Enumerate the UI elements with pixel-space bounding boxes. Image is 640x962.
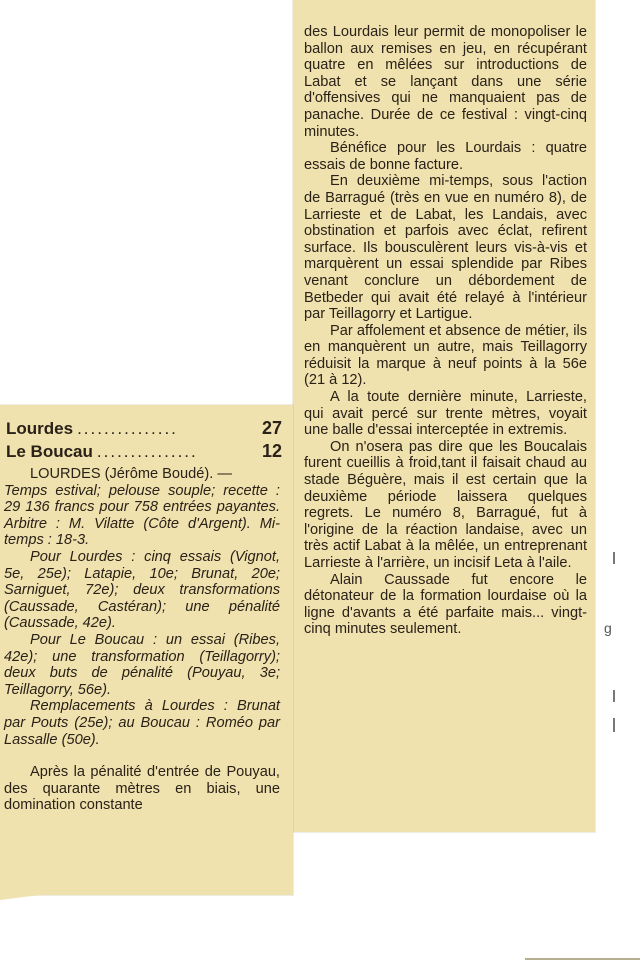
- margin-stroke: [613, 718, 615, 732]
- article-paragraph: Alain Caussade fut encore le détonateur de la formation lourdaise où la ligne d'avants a été parfaite mais... vingt-cinq minutes seulement.: [304, 571, 587, 638]
- home-team-score: 27: [261, 418, 282, 438]
- article-paragraph: Par affolement et absence de métier, ils en manquèrent un autre, mais Teillagorry réduisit la marque à neuf points à la 56e (21 à 12).: [304, 322, 587, 389]
- leader-dots: ...............: [96, 442, 198, 461]
- score-line-away: [6, 441, 282, 462]
- article-paragraph: Bénéfice pour les Lourdais : quatre essais de bonne facture.: [304, 140, 587, 173]
- boucau-scorers: Pour Le Boucau : un essai (Ribes, 42e); une transformation (Teillagorry); deux buts de pénalité (Pouyau, 3e; Teillagorry, 56e).: [4, 631, 280, 698]
- match-conditions: Temps estival; pelouse souple; recette : 29 136 francs pour 758 entrées payantes. Arbitre : M. Vilatte (Côte d'Argent). Mi-temps : 18-3.: [4, 482, 280, 549]
- article-paragraph: Après la pénalité d'entrée de Pouyau, des quarante mètres en biais, une domination constante: [4, 764, 280, 814]
- article-paragraph: des Lourdais leur permit de monopoliser le ballon aux remises en jeu, en récupérant quatre en mêlées sur introductions de Labat et se lançant dans une série d'offensives qui ne manquaient pas de panache. Durée de ce festival : vingt-cinq minutes.: [304, 24, 587, 140]
- match-header: LOURDES (Jérôme Boudé). —: [30, 466, 232, 482]
- lourdes-scorers: Pour Lourdes : cinq essais (Vignot, 5e, 25e); Latapie, 10e; Brunat, 20e; Sarniguet, 72e); deux transformations (Caussade, Castéran); une pénalité (Caussade, 42e).: [4, 548, 280, 632]
- home-team-name: Lourdes: [6, 419, 74, 438]
- article-paragraph: A la toute dernière minute, Larrieste, qui avait percé sur trente mètres, voyait une balle d'essai interceptée in extremis.: [304, 389, 587, 439]
- article-paragraph: En deuxième mi-temps, sous l'action de Barragué (très en vue en numéro 8), de Larrieste et de Labat, les Landais, avec obstination et parfois avec éclat, refirent surface. Ils bousculèrent leurs vis-à-vis et marquèrent un essai splendide par Ribes venant conclure un débordement de Betbeder qui avait été relayé à l'intérieur par Teillagorry et Lartigue.: [304, 173, 587, 323]
- margin-letter: g: [604, 620, 612, 636]
- away-team-score: 12: [261, 441, 282, 461]
- margin-stroke: [613, 690, 615, 702]
- substitutions: Remplacements à Lourdes : Brunat par Pouts (25e); au Boucau : Roméo par Lassalle (50e).: [4, 698, 280, 748]
- margin-stroke: [613, 552, 615, 564]
- bottom-rule: [525, 958, 640, 960]
- leader-dots: ...............: [77, 419, 178, 438]
- away-team-name: Le Boucau: [6, 442, 93, 461]
- article-paragraph: On n'osera pas dire que les Boucalais furent cueillis à froid,tant il faisait chaud au stade Béguère, mais il est certain que la deuxième période laissera quelques regrets. Le numéro 8, Barragué, fut à l'origine de la réaction landaise, avec un très actif Labat à la mêlée, un entreprenant Larrieste à l'arrière, un incisif Leta à l'aile.: [304, 438, 587, 571]
- right-column-text: [304, 24, 587, 638]
- score-line-home: [6, 418, 282, 439]
- left-column-text: [4, 466, 280, 814]
